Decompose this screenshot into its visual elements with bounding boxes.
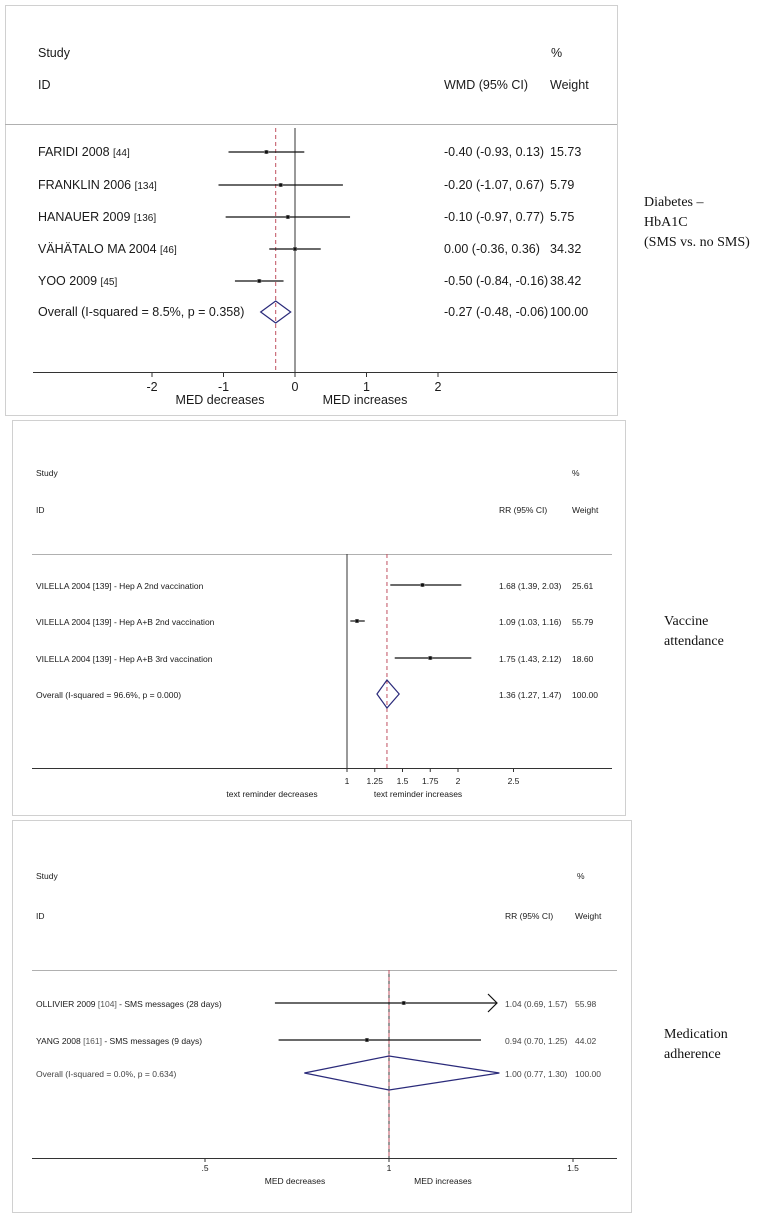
header-effect: RR (95% CI) bbox=[505, 911, 554, 921]
overall-row bbox=[36, 680, 598, 708]
study-row bbox=[38, 178, 574, 192]
overall-weight-text: 100.00 bbox=[575, 1069, 601, 1079]
point-estimate bbox=[258, 279, 261, 282]
x-axis-left-label: MED decreases bbox=[175, 393, 265, 407]
study-row bbox=[38, 210, 574, 224]
header-effect: RR (95% CI) bbox=[499, 505, 548, 515]
panel-border bbox=[13, 821, 632, 1213]
x-tick-label: 1.25 bbox=[366, 776, 384, 786]
ci-text: -0.20 (-1.07, 0.67) bbox=[444, 178, 545, 192]
header-weight: Weight bbox=[572, 505, 599, 515]
study-label: VILELLA 2004 [139] - Hep A+B 3rd vaccination bbox=[36, 654, 213, 664]
x-axis-left-label: MED decreases bbox=[264, 1176, 326, 1186]
x-axis-right-label: MED increases bbox=[322, 393, 408, 407]
point-estimate bbox=[429, 656, 432, 659]
ci-text: -0.40 (-0.93, 0.13) bbox=[444, 145, 545, 159]
x-tick-label: 1.5 bbox=[567, 1163, 579, 1173]
point-estimate bbox=[293, 247, 296, 250]
overall-label: Overall (I-squared = 96.6%, p = 0.000) bbox=[36, 690, 182, 700]
study-label: HANAUER 2009 [136] bbox=[38, 210, 157, 224]
side-label-line: attendance bbox=[664, 634, 724, 649]
point-estimate bbox=[355, 619, 358, 622]
x-axis-left-label: text reminder decreases bbox=[226, 789, 318, 799]
x-tick-label: 1 bbox=[363, 380, 370, 394]
side-label-line: Vaccine bbox=[664, 614, 709, 629]
x-tick-label: 1.5 bbox=[396, 776, 409, 786]
overall-row bbox=[36, 1056, 601, 1090]
overall-label: Overall (I-squared = 0.0%, p = 0.634) bbox=[36, 1069, 177, 1079]
x-axis-right-label: MED increases bbox=[414, 1176, 472, 1186]
overall-diamond bbox=[304, 1056, 499, 1090]
x-tick-label: 1 bbox=[344, 776, 350, 786]
study-row bbox=[36, 617, 594, 627]
study-label: VILELLA 2004 [139] - Hep A 2nd vaccination bbox=[36, 581, 204, 591]
study-row bbox=[36, 654, 594, 664]
study-label: FARIDI 2008 [44] bbox=[38, 145, 130, 159]
point-estimate bbox=[286, 215, 289, 218]
header-study: Study bbox=[36, 468, 58, 478]
header-study: Study bbox=[36, 871, 58, 881]
x-tick-label: 2 bbox=[455, 776, 461, 786]
study-label: VÄHÄTALO MA 2004 [46] bbox=[38, 242, 177, 256]
header-study: Study bbox=[38, 46, 70, 60]
x-tick-label: 2.5 bbox=[507, 776, 520, 786]
x-tick-label: 2 bbox=[434, 380, 442, 394]
weight-text: 25.61 bbox=[572, 581, 594, 591]
ci-text: 0.00 (-0.36, 0.36) bbox=[444, 242, 540, 256]
study-row bbox=[38, 145, 581, 159]
side-label-medication bbox=[664, 1025, 728, 1065]
weight-text: 5.79 bbox=[550, 178, 575, 192]
x-tick-label: 1 bbox=[386, 1163, 392, 1173]
header-id: ID bbox=[36, 505, 45, 515]
weight-text: 34.32 bbox=[550, 242, 582, 256]
ci-text: -0.50 (-0.84, -0.16) bbox=[444, 274, 549, 288]
side-label-line: Diabetes – bbox=[644, 195, 704, 210]
x-axis-right-label: text reminder increases bbox=[373, 789, 463, 799]
header-weight: Weight bbox=[550, 78, 589, 92]
study-label: FRANKLIN 2006 [134] bbox=[38, 178, 157, 192]
side-label-vaccine bbox=[664, 612, 724, 652]
ci-text: 0.94 (0.70, 1.25) bbox=[505, 1036, 568, 1046]
ci-text: 1.68 (1.39, 2.03) bbox=[499, 581, 562, 591]
forest-panel-1 bbox=[5, 6, 618, 416]
study-label: OLLIVIER 2009 [104] - SMS messages (28 days) bbox=[36, 999, 222, 1009]
header-percent: % bbox=[551, 46, 563, 60]
side-label-diabetes bbox=[644, 193, 750, 253]
weight-text: 15.73 bbox=[550, 145, 582, 159]
overall-ci-text: -0.27 (-0.48, -0.06) bbox=[444, 305, 549, 319]
x-tick-label: .5 bbox=[201, 1163, 209, 1173]
study-row bbox=[36, 994, 597, 1012]
study-label: VILELLA 2004 [139] - Hep A+B 2nd vaccination bbox=[36, 617, 215, 627]
overall-row bbox=[38, 301, 588, 323]
weight-text: 5.75 bbox=[550, 210, 575, 224]
study-label: YANG 2008 [161] - SMS messages (9 days) bbox=[36, 1036, 203, 1046]
study-row bbox=[36, 1036, 597, 1046]
point-estimate bbox=[265, 150, 268, 153]
study-label: YOO 2009 [45] bbox=[38, 274, 118, 288]
point-estimate bbox=[402, 1001, 405, 1004]
study-row bbox=[38, 242, 581, 256]
header-id: ID bbox=[36, 911, 45, 921]
header-weight: Weight bbox=[575, 911, 602, 921]
weight-text: 18.60 bbox=[572, 654, 594, 664]
overall-ci-text: 1.36 (1.27, 1.47) bbox=[499, 690, 562, 700]
point-estimate bbox=[279, 183, 282, 186]
header-effect: WMD (95% CI) bbox=[444, 78, 529, 92]
side-label-line: adherence bbox=[664, 1047, 721, 1062]
point-estimate bbox=[365, 1038, 368, 1041]
overall-ci-text: 1.00 (0.77, 1.30) bbox=[505, 1069, 568, 1079]
header-id: ID bbox=[38, 78, 51, 92]
forest-panel-3 bbox=[13, 821, 632, 1213]
ci-text: -0.10 (-0.97, 0.77) bbox=[444, 210, 545, 224]
overall-weight-text: 100.00 bbox=[550, 305, 589, 319]
header-percent: % bbox=[577, 871, 585, 881]
point-estimate bbox=[421, 583, 424, 586]
ci-text: 1.09 (1.03, 1.16) bbox=[499, 617, 562, 627]
study-row bbox=[36, 581, 594, 591]
weight-text: 55.79 bbox=[572, 617, 594, 627]
overall-diamond bbox=[377, 680, 399, 708]
x-tick-label: 0 bbox=[291, 380, 299, 394]
x-tick-label: -1 bbox=[217, 380, 230, 394]
side-label-line: Medication bbox=[664, 1027, 728, 1042]
study-row bbox=[38, 274, 581, 288]
x-tick-label: 1.75 bbox=[421, 776, 439, 786]
forest-panel-2 bbox=[13, 421, 626, 816]
overall-weight-text: 100.00 bbox=[572, 690, 598, 700]
header-percent: % bbox=[572, 468, 580, 478]
side-label-line: (SMS vs. no SMS) bbox=[644, 235, 750, 250]
weight-text: 38.42 bbox=[550, 274, 582, 288]
ci-text: 1.75 (1.43, 2.12) bbox=[499, 654, 562, 664]
x-tick-label: -2 bbox=[146, 380, 158, 394]
side-label-line: HbA1C bbox=[644, 215, 688, 230]
weight-text: 55.98 bbox=[575, 999, 597, 1009]
overall-label: Overall (I-squared = 8.5%, p = 0.358) bbox=[38, 305, 245, 319]
weight-text: 44.02 bbox=[575, 1036, 597, 1046]
ci-text: 1.04 (0.69, 1.57) bbox=[505, 999, 568, 1009]
